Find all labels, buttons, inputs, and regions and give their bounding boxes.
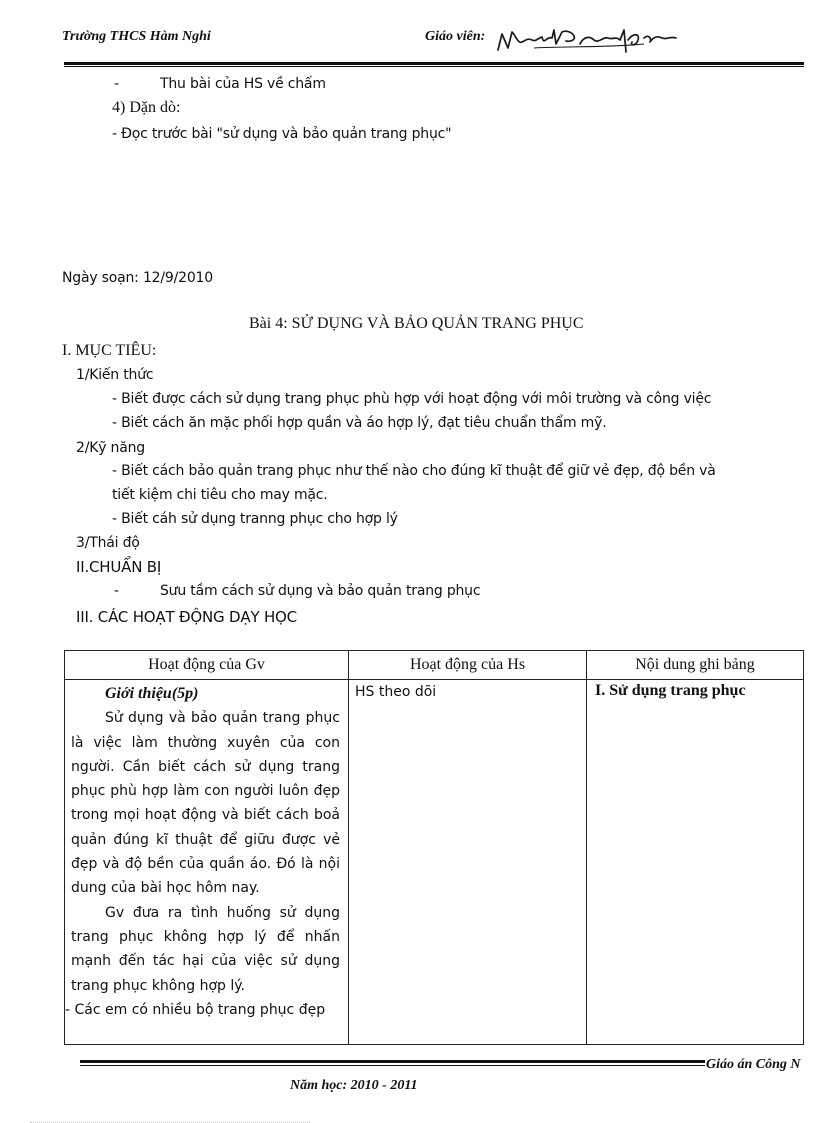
intro-paragraph: Sử dụng và bảo quản trang phục là việc làm thường xuyên của con người. Cần biết cách sử dụng trang phục phù hợp làm con người luôn đẹp trong mọi hoạt động và biết cách boả quản đúng kĩ thuật để giữu được vẻ đẹp và độ bền của quần áo. Đó là nội dung của bài học hôm nay. (71, 710, 340, 897)
table-header-row (65, 651, 804, 680)
column-header-student: Hoạt động của Hs (349, 651, 587, 680)
lesson-title (249, 315, 584, 333)
skills-heading: 2/Kỹ năng (76, 440, 145, 456)
lesson-title-prefix: Bài 4: (249, 315, 292, 332)
signature-image (494, 22, 680, 60)
skills-item-1-line-1: - Biết cách bảo quản trang phục như thế nào cho đúng kĩ thuật để giữ vẻ đẹp, độ bền và (112, 463, 716, 479)
collect-work-item: Thu bài của HS về chấm (160, 76, 326, 92)
column-header-board: Nội dung ghi bảng (587, 651, 804, 680)
knowledge-heading: 1/Kiến thức (76, 367, 154, 383)
homework-item: - Đọc trước bài "sử dụng và bảo quản trang phục" (112, 126, 452, 142)
teacher-activity-cell (65, 680, 349, 1045)
lesson-title-text: SỬ DỤNG VÀ BẢO QUẢN TRANG PHỤC (291, 315, 584, 332)
teacher-label: Giáo viên: (425, 29, 486, 44)
preparation-heading: II.CHUẨN BỊ (76, 558, 162, 576)
attitude-heading: 3/Thái độ (76, 535, 140, 551)
school-name: Trường THCS Hàm Nghi (62, 29, 211, 44)
situation-paragraph: Gv đưa ra tình huống sử dụng trang phục không hợp lý để nhấn mạnh đến tác hại của việc sử dụng trang phục không hợp lý. (71, 904, 340, 994)
student-activity-cell: HS theo dõi (349, 680, 587, 1045)
footer-rule-thin (80, 1065, 705, 1066)
homework-heading: 4) Dặn dò: (112, 99, 181, 116)
footer-rule (80, 1060, 705, 1063)
header-rule (64, 62, 804, 65)
skills-item-1-line-2: tiết kiệm chi tiêu cho may mặc. (112, 487, 328, 503)
board-content-cell: I. Sử dụng trang phục (587, 680, 804, 1045)
intro-title: Giới thiệu(5p) (105, 685, 199, 702)
objectives-heading: I. MỤC TIÊU: (62, 342, 157, 359)
activities-heading: III. CÁC HOẠT ĐỘNG DẠY HỌC (76, 608, 297, 626)
header-rule-thin (64, 66, 804, 67)
knowledge-item-2: - Biết cách ăn mặc phối hợp quần và áo hợp lý, đạt tiêu chuẩn thẩm mỹ. (112, 415, 607, 431)
table-row (65, 680, 804, 1045)
school-year: Năm học: 2010 - 2011 (290, 1078, 418, 1093)
bullet-dash: - (114, 76, 119, 92)
footer-doc-label: Giáo án Công N (706, 1057, 801, 1072)
skills-item-2: - Biết cáh sử dụng tranng phục cho hợp lý (112, 511, 398, 527)
knowledge-item-1: - Biết được cách sử dụng trang phục phù hợp với hoạt động với môi trường và công việc (112, 391, 712, 407)
bullet-dash: - (114, 583, 119, 599)
activities-table (64, 650, 804, 1045)
preparation-item: Sưu tầm cách sử dụng và bảo quản trang phục (160, 583, 481, 599)
prep-date: Ngày soạn: 12/9/2010 (62, 270, 213, 286)
column-header-teacher: Hoạt động của Gv (65, 651, 349, 680)
question-line: - Các em có nhiều bộ trang phục đẹp (65, 1001, 326, 1018)
